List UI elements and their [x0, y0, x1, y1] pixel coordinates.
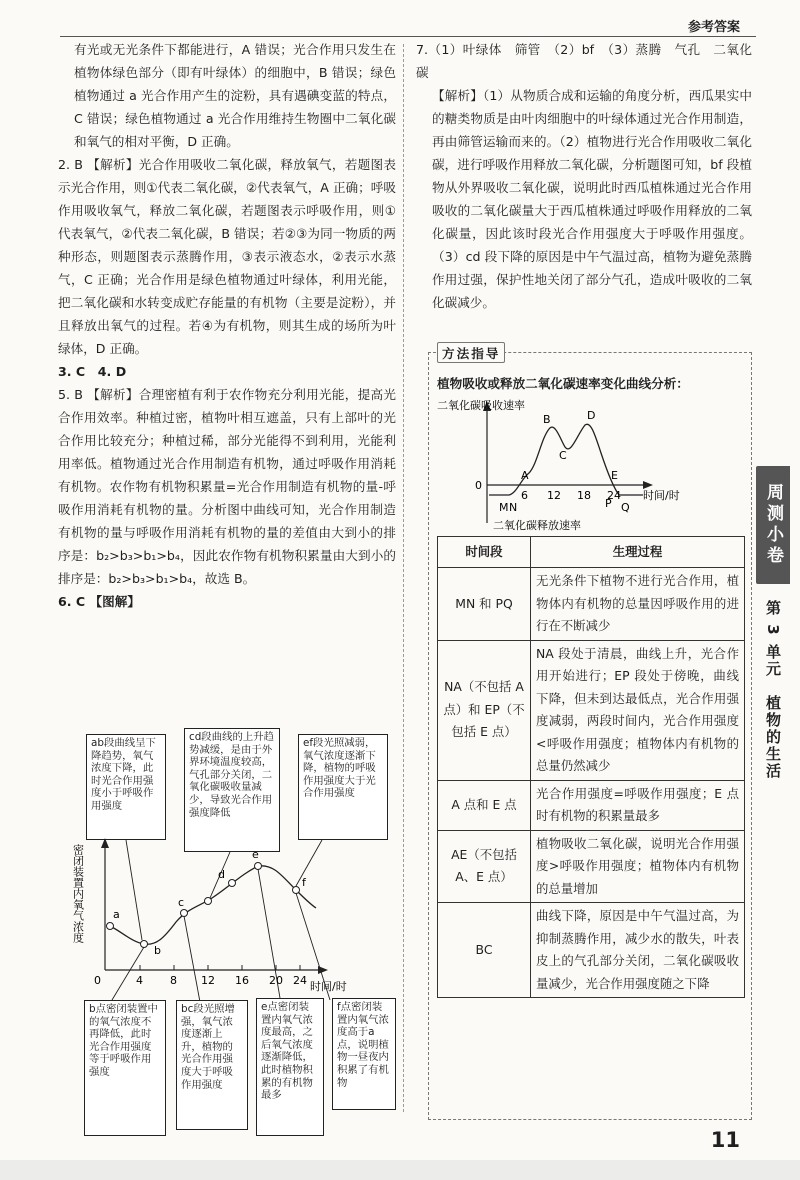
- table-row: [438, 780, 745, 830]
- answer-2: 2. B 【解析】光合作用吸收二氧化碳，释放氧气，若题图表示光合作用，则①代表二氧化碳，②代表氧气，A 正确；呼吸作用吸收氧气，释放二氧化碳，若题图表示呼吸作用，则①代表氧气，②代表二氧化碳，B 错误；若②③为同一物质的两种形态，则题图表示蒸腾作用，③表示液态水，②表示水蒸气，C 正确；光合作用是绿色植物通过叶绿体，利用光能，把二氧化碳和水转变成贮存能量的有机物（主要是淀粉），并且释放出氧气的过程。若④为有机物，则其生成的场所为叶绿体，D 正确。: [58, 157, 396, 356]
- annotation-cd: cd段曲线的上升趋势减缓，是由于外界环境温度较高，气孔部分关闭，二氧化碳吸收量减少，导致光合作用强度降低: [184, 728, 280, 852]
- unit-label: 第 3 单元 植物的生活: [764, 600, 782, 780]
- point-e-marker: [255, 863, 262, 870]
- tick-label-24: 24: [293, 974, 307, 987]
- point-c-label: c: [178, 896, 185, 909]
- x-axis-label: 时间/时: [310, 980, 347, 993]
- period-cell: BC: [438, 903, 531, 998]
- method-guide-box: [428, 346, 752, 1120]
- point-a-marker: [107, 923, 114, 930]
- process-cell: NA 段处于清晨，曲线上升，光合作用开始进行；EP 段处于傍晚，曲线下降，但未到达最低点，光合作用强度减弱，两段时间内，光合作用强度<呼吸作用强度；植物体内有机物的总量仍然减少: [531, 640, 745, 780]
- tick-label-6: 6: [521, 489, 528, 502]
- period-cell: A 点和 E 点: [438, 780, 531, 830]
- method-guide-title: 方法指导: [437, 342, 505, 363]
- answer-7: 7.（1）叶绿体 筛管 （2）bf （3）蒸腾 气孔 二氧化碳: [416, 42, 752, 80]
- annotation-e: e点密闭装置内氧气浓度最高，之后氧气浓度逐渐降低，此时植物积累的有机物最多: [256, 998, 324, 1136]
- point-Q: Q: [621, 501, 630, 514]
- column-divider: [403, 44, 404, 1112]
- tick-label-16: 16: [235, 974, 249, 987]
- point-M: M: [499, 501, 509, 514]
- point-D: D: [587, 409, 596, 422]
- table-row: [438, 903, 745, 998]
- annotation-ab: ab段曲线呈下降趋势，氧气浓度下降，此时光合作用强度小于呼吸作用强度: [86, 734, 166, 840]
- period-cell: NA（不包括 A 点）和 EP（不包括 E 点）: [438, 640, 531, 780]
- answer-7-analysis: 【解析】（1）从物质合成和运输的角度分析，西瓜果实中的糖类物质是由叶肉细胞中的叶绿体通过光合作用制造，再由筛管运输而来的。（2）植物进行光合作用吸收二氧化碳，进行呼吸作用释放二氧化碳，分析题图可知，bf 段植物从外界吸收二氧化碳，说明此时西瓜植株通过光合作用吸收的二氧化碳量大于西瓜植株通过呼吸作用释放的二氧化碳量，因此该时段光合作用强度大于呼吸作用强度。（3）cd 段下降的原因是中午气温过高，植物为避免蒸腾作用过强，保护性地关闭了部分气孔，造成叶吸收的二氧化碳减少。: [432, 88, 752, 310]
- point-B: B: [543, 413, 551, 426]
- tick-label-8: 8: [170, 974, 177, 987]
- side-tab: 周测小卷: [756, 466, 790, 584]
- left-column: [58, 38, 396, 613]
- process-table: [437, 536, 745, 998]
- annotation-f: f点密闭装置内氧气浓度高于a点，说明植物一昼夜内积累了有机物: [332, 998, 396, 1110]
- header-title: 参考答案: [687, 20, 740, 35]
- point-f-marker: [293, 887, 300, 894]
- answer-3-4: 3. C 4. D: [58, 364, 127, 379]
- figure-6-diagram: [60, 728, 396, 1143]
- leader-ef: [296, 840, 322, 886]
- period-cell: MN 和 PQ: [438, 568, 531, 641]
- answer-1-continued: 有光或无光条件下都能进行，A 错误；光合作用只发生在植物体绿色部分（即有叶绿体）的细胞中，B 错误；绿色植物通过 a 光合作用产生的淀粉，具有遇碘变蓝的特点，C 错误；绿色植物通过 a 光合作用维持生物圈中二氧化碳和氧气的相对平衡，D 正确。: [74, 42, 396, 149]
- point-c-marker: [181, 910, 188, 917]
- leader-ab: [126, 840, 142, 940]
- origin-label: 0: [475, 479, 482, 492]
- answer-5: 5. B 【解析】合理密植有利于农作物充分利用光能，提高光合作用效率。种植过密，植物叶相互遮盖，只有上部叶的光合作用比较充分；种植过稀，部分光能得不到利用，光能利用率低。植物通过光合作用制造有机物，通过呼吸作用消耗有机物。农作物有机物积累量=光合作用制造有机物的量-呼吸作用消耗有机物的量。分析图中曲线可知，光合作用制造有机物的量与呼吸作用消耗有机物的量的差值由大到小的排序是：b₂>b₃>b₁>b₄，因此农作物有机物积累量由大到小的排序是：b₂>b₃>b₁>b₄，故选 B。: [58, 387, 396, 586]
- table-row: [438, 640, 745, 780]
- table-row: [438, 568, 745, 641]
- point-A: A: [521, 469, 529, 482]
- point-d-marker: [229, 880, 236, 887]
- y-axis-label: 密闭装置内氧气浓度: [71, 844, 85, 943]
- tick-label-24: 24: [607, 489, 621, 502]
- top-label: 二氧化碳吸收速率: [437, 399, 525, 412]
- x-axis-arrow: [643, 481, 653, 489]
- tick-label-18: 18: [577, 489, 591, 502]
- bottom-label: 二氧化碳释放速率: [493, 519, 581, 532]
- right-column: [416, 38, 752, 314]
- co2-rate-chart: [437, 395, 745, 533]
- point-E: E: [611, 469, 618, 482]
- point-P: P: [605, 497, 612, 510]
- tick-label-4: 4: [136, 974, 143, 987]
- answer-6: 6. C 【图解】: [58, 594, 140, 609]
- x-axis-label: 时间/时: [643, 489, 680, 502]
- header-process: 生理过程: [531, 537, 745, 568]
- point-b-marker: [141, 941, 148, 948]
- process-cell: 植物吸收二氧化碳，说明光合作用强度>呼吸作用强度；植物体内有机物的总量增加: [531, 830, 745, 903]
- tick-label-20: 20: [269, 974, 283, 987]
- origin-label: 0: [94, 974, 101, 987]
- point-f-label: f: [302, 876, 306, 889]
- footer-band: [0, 1160, 800, 1180]
- table-header-row: [438, 537, 745, 568]
- annotation-b: b点密闭装置中的氧气浓度不再降低，此时光合作用强度等于呼吸作用强度: [84, 1000, 166, 1136]
- tick-label-12: 12: [547, 489, 561, 502]
- header-period: 时间段: [438, 537, 531, 568]
- point-C: C: [559, 449, 567, 462]
- point-d-label: d: [218, 868, 225, 881]
- header-rule: [60, 36, 756, 37]
- y-axis-arrow: [101, 838, 109, 848]
- process-cell: 曲线下降，原因是中午气温过高，为抑制蒸腾作用，减少水的散失，叶表皮上的气孔部分关闭，二氧化碳吸收量减少，光合作用强度随之下降: [531, 903, 745, 998]
- method-guide-subtitle: 植物吸收或释放二氧化碳速率变化曲线分析：: [437, 376, 689, 391]
- tick-label-12: 12: [201, 974, 215, 987]
- page-number: 11: [710, 1128, 740, 1152]
- annotation-bc: bc段光照增强，氧气浓度逐渐上升，植物的光合作用强度大于呼吸作用强度: [176, 1000, 248, 1130]
- table-row: [438, 830, 745, 903]
- process-cell: 无光条件下植物不进行光合作用，植物体内有机物的总量因呼吸作用的进行在不断减少: [531, 568, 745, 641]
- annotation-ef: ef段光照减弱，氧气浓度逐渐下降，植物的呼吸作用强度大于光合作用强度: [298, 734, 388, 840]
- point-N: N: [509, 501, 518, 514]
- point-e-label: e: [252, 848, 259, 861]
- period-cell: AE（不包括 A、E 点）: [438, 830, 531, 903]
- point-bc-marker: [205, 898, 212, 905]
- point-a-label: a: [113, 908, 120, 921]
- leader-bc: [184, 916, 200, 1002]
- process-cell: 光合作用强度=呼吸作用强度；E 点时有机物的积累量最多: [531, 780, 745, 830]
- point-b-label: b: [154, 944, 161, 957]
